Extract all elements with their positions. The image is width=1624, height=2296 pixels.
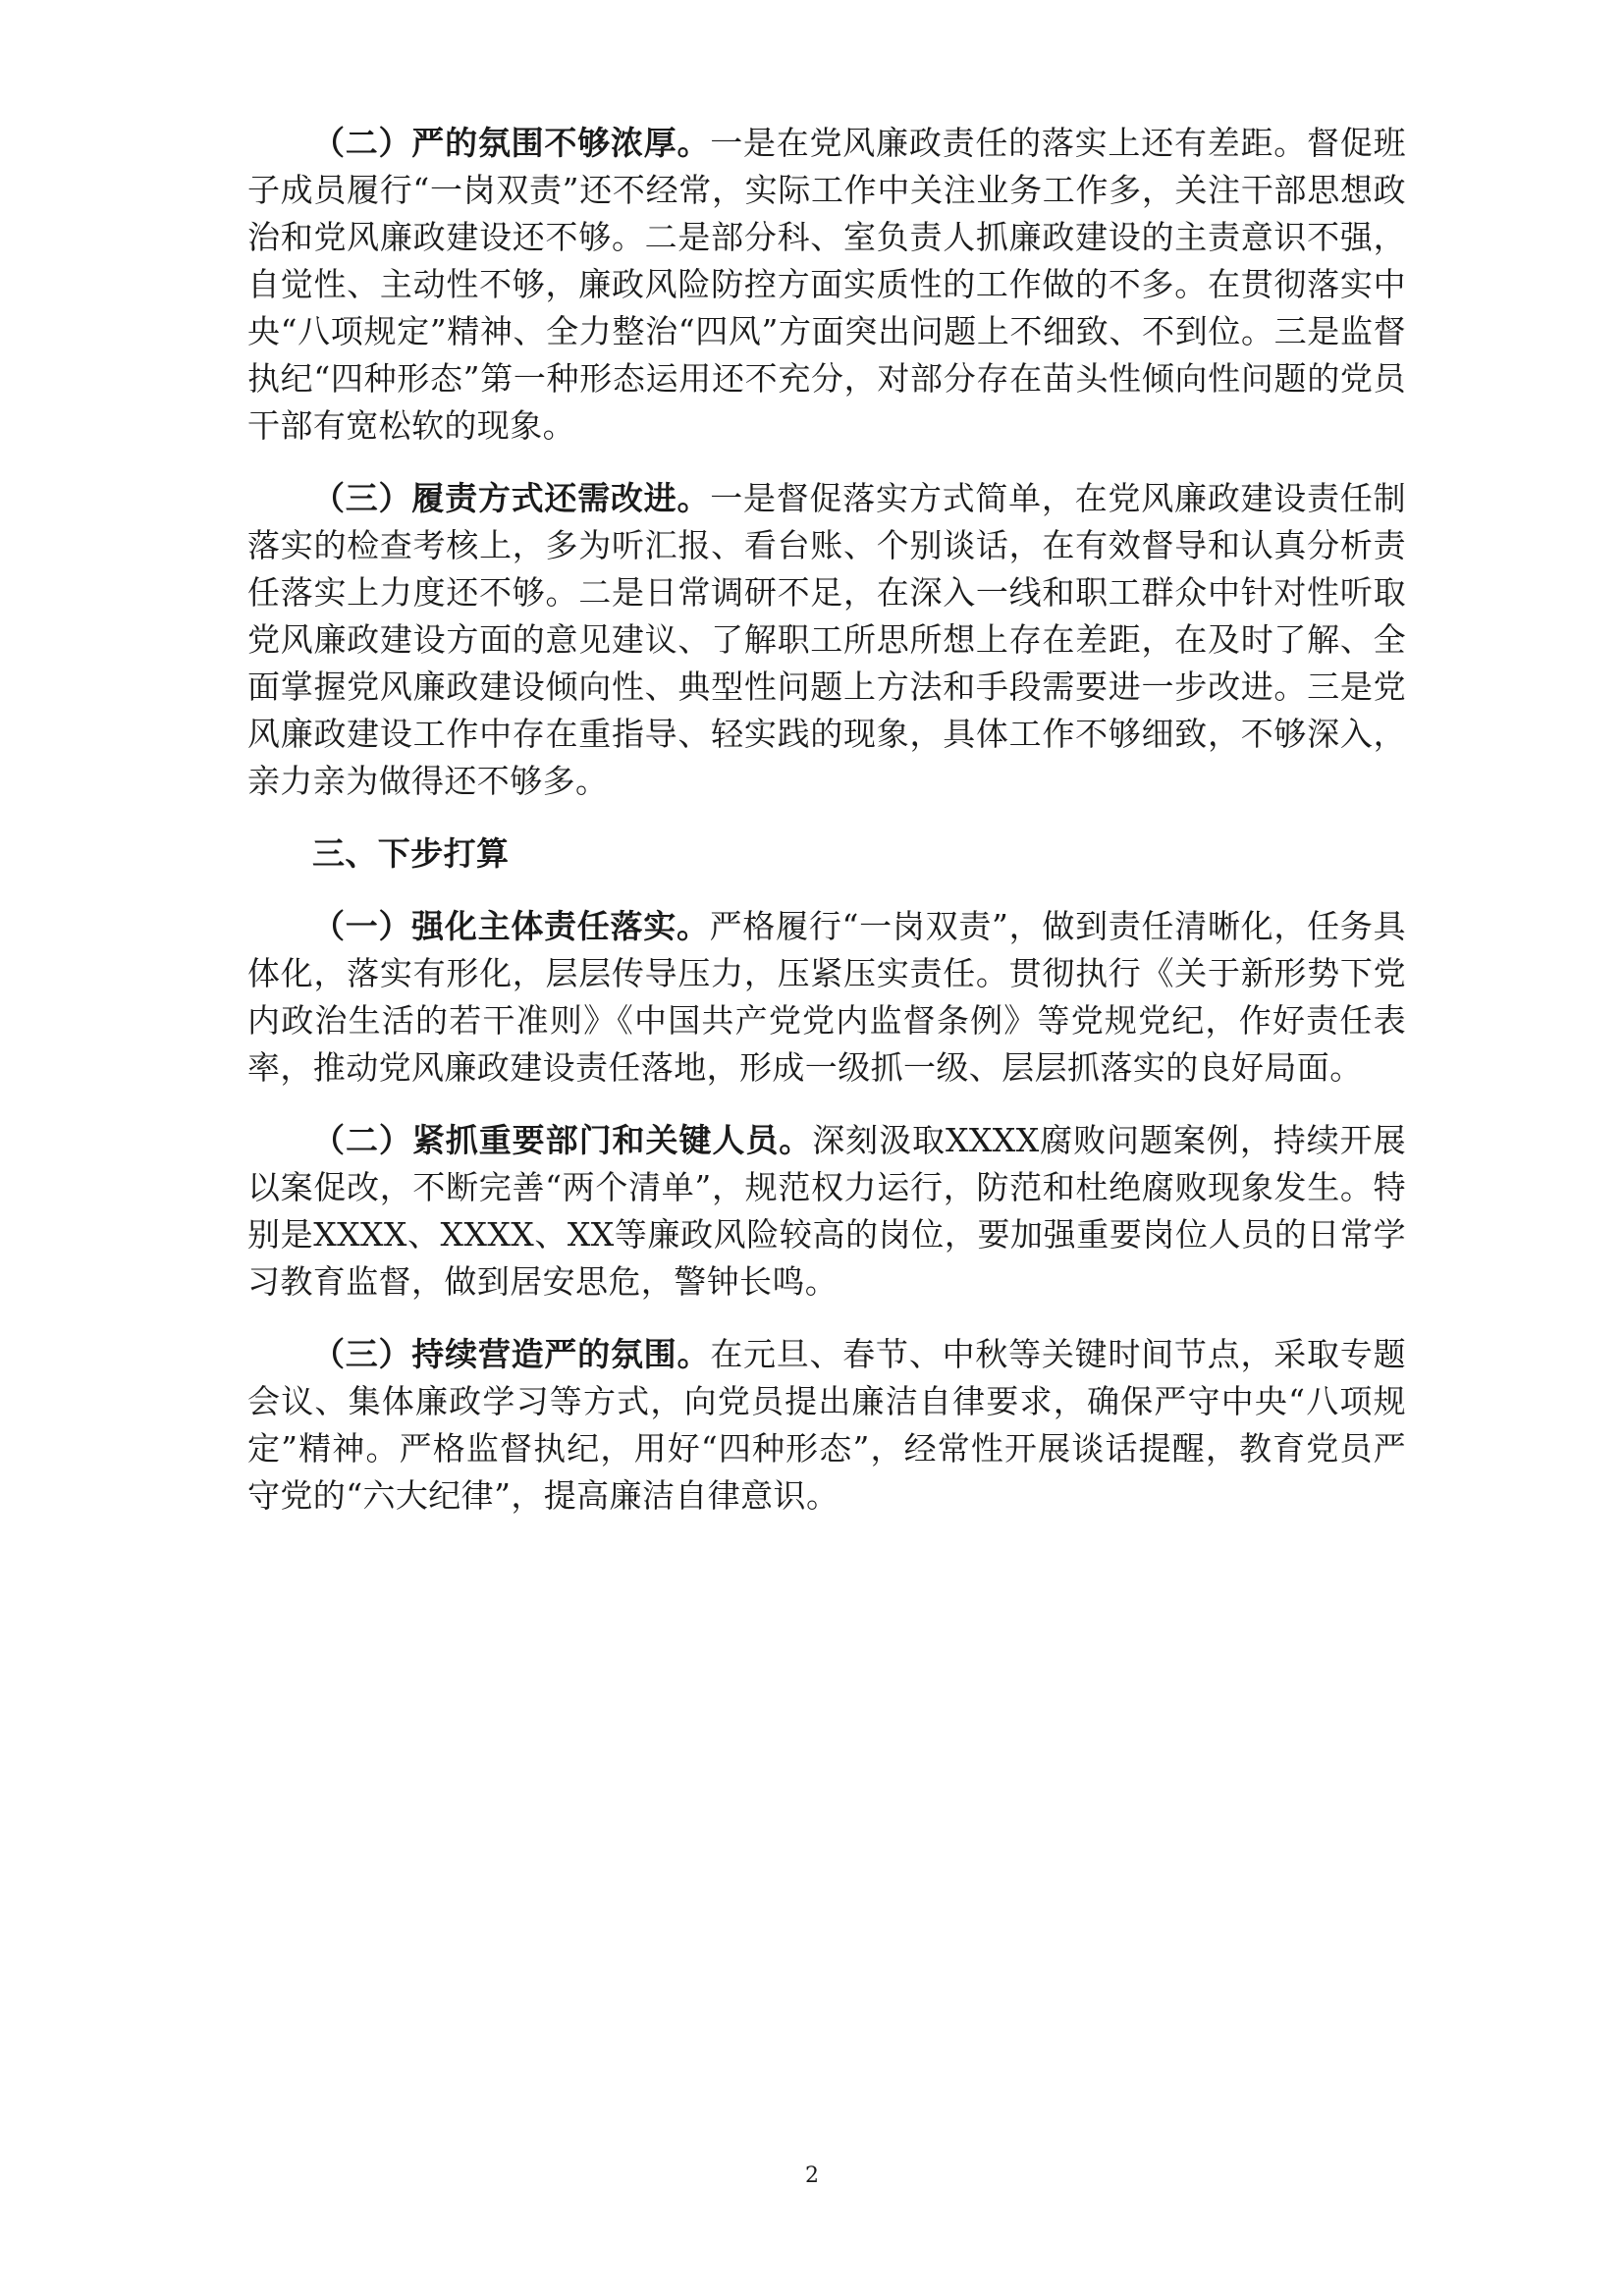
paragraph-duty-methods xyxy=(247,475,1406,805)
paragraph-main-responsibility xyxy=(247,903,1406,1092)
paragraph-continue-atmosphere xyxy=(247,1331,1406,1520)
paragraph-text: 在元旦、春节、中秋等关键时间节点，采取专题会议、集体廉政学习等方式，向党员提出廉洁自律要求，确保严守中央“八项规定”精神。严格监督执纪，用好“四种形态”，经常性开展谈话提醒，教育党员严守党的“六大纪律”，提高廉洁自律意识。 xyxy=(247,1335,1406,1515)
paragraph-text: 一是督促落实方式简单，在党风廉政建设责任制落实的检查考核上，多为听汇报、看台账、个别谈话，在有效督导和认真分析责任落实上力度还不够。二是日常调研不足，在深入一线和职工群众中针对性听取党风廉政建设方面的意见建议、了解职工所思所想上存在差距，在及时了解、全面掌握党风廉政建设倾向性、典型性问题上方法和手段需要进一步改进。三是党风廉政建设工作中存在重指导、轻实践的现象，具体工作不够细致，不够深入，亲力亲为做得还不够多。 xyxy=(247,479,1406,800)
page-number: 2 xyxy=(805,2163,819,2188)
paragraph-lead: （二）紧抓重要部门和关键人员。 xyxy=(312,1121,813,1159)
paragraph-lead: （一）强化主体责任落实。 xyxy=(312,907,710,945)
paragraph-text: 深刻汲取XXXX腐败问题案例，持续开展以案促改，不断完善“两个清单”，规范权力运行，防范和杜绝腐败现象发生。特别是XXXX、XXXX、XX等廉政风险较高的岗位，要加强重要岗位人员的日常学习教育监督，做到居安思危，警钟长鸣。 xyxy=(247,1121,1407,1301)
paragraph-lead: （二）严的氛围不够浓厚。 xyxy=(312,124,711,162)
document-body xyxy=(247,120,1406,1545)
section-heading-next-steps: 三、下步打算 xyxy=(312,834,510,873)
paragraph-key-departments xyxy=(247,1117,1406,1306)
paragraph-strict-atmosphere xyxy=(247,120,1406,450)
paragraph-lead: （三）持续营造严的氛围。 xyxy=(312,1335,711,1373)
paragraph-text: 严格履行“一岗双责”，做到责任清晰化，任务具体化，落实有形化，层层传导压力，压紧压实责任。贯彻执行《关于新形势下党内政治生活的若干准则》《中国共产党党内监督条例》等党规党纪，作好责任表率，推动党风廉政建设责任落地，形成一级抓一级、层层抓落实的良好局面。 xyxy=(247,907,1406,1087)
paragraph-text: 一是在党风廉政责任的落实上还有差距。督促班子成员履行“一岗双责”还不经常，实际工作中关注业务工作多，关注干部思想政治和党风廉政建设还不够。二是部分科、室负责人抓廉政建设的主责意识不强，自觉性、主动性不够，廉政风险防控方面实质性的工作做的不多。在贯彻落实中央“八项规定”精神、全力整治“四风”方面突出问题上不细致、不到位。三是监督执纪“四种形态”第一种形态运用还不充分，对部分存在苗头性倾向性问题的党员干部有宽松软的现象。 xyxy=(247,124,1406,445)
paragraph-lead: （三）履责方式还需改进。 xyxy=(312,479,711,517)
